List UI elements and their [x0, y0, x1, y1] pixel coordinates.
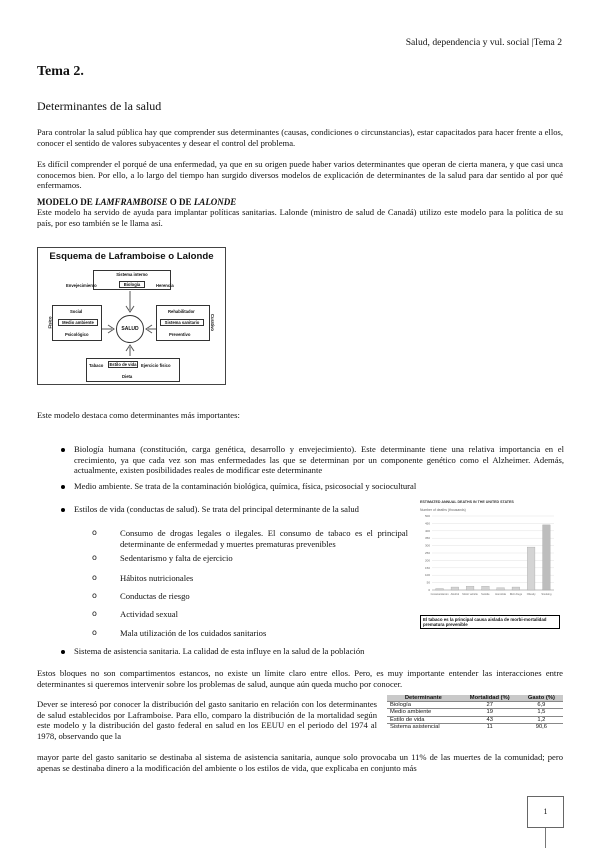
arrow-left [146, 325, 156, 333]
diagram-label-tobacco: Tabaco [89, 363, 104, 368]
diagram-label-exercise: Ejercicio físico [141, 363, 171, 368]
table-cell: 11 [460, 723, 520, 730]
table-cell: Biología [387, 702, 460, 709]
deaths-chart [420, 500, 560, 610]
table-cell: 43 [460, 716, 520, 723]
chart-title: ESTIMATED ANNUAL DEATHS IN THE UNITED STATES [420, 500, 514, 504]
chart-x-tick: Obesity [526, 593, 536, 596]
diagram-label-social: Social [70, 309, 83, 314]
paragraph-dever: Dever se interesó por conocer la distribución del gasto sanitario en relación con los determinantes de salud establecidos por Laframboise. Para ello, comparo la distribución de la mortalidad según este modelo y la distribución del gasto federal en salud en los EEUU en el periodo del 1974 al 1978, observando que la [37, 699, 377, 741]
diagram-label-rehab: Rehabilitador [168, 309, 195, 314]
table-cell: 90,6 [520, 723, 563, 730]
chart-x-tick: Homicide [495, 593, 507, 596]
sub-bullet-sexual: Actividad sexual [120, 609, 178, 619]
paragraph-models: Es difícil comprender el porqué de una enfermedad, ya que en su origen puede haber varios determinantes que operan de cierta manera, y que casi unca conocemos bien. Por ello, a lo largo del tiempo han surgido diversos modelos de explicación de determinantes de la salud para dar sentido al por qué enfermamos. [37, 159, 563, 191]
diagram-box-sanitary: Sistema sanitario [160, 319, 204, 326]
paragraph-intro: Para controlar la salud pública hay que comprender sus determinantes (causas, condiciones o circunstancias), estar capacitados para hacer frente a ellos, conocer el sentido de valores subyacentes y desear el control del problema. [37, 127, 563, 148]
sub-bullet-marker: o [92, 553, 97, 562]
section-heading-mid: O DE [167, 197, 194, 207]
chart-x-tick: Alcohol [450, 593, 460, 596]
chart-y-tick: 200 [424, 558, 430, 563]
sub-bullet-marker: o [92, 591, 97, 600]
sub-bullet-marker: o [92, 609, 97, 618]
bullet-lifestyle: Estilos de vida (conductas de salud). Se trata del principal determinante de la salud [74, 504, 359, 514]
sub-bullet-nutrition: Hábitos nutricionales [120, 573, 194, 583]
diagram-label-curative: Curativo [210, 314, 215, 331]
chart-bar [436, 589, 444, 590]
bullet-healthcare: Sistema de asistencia sanitaria. La calidad de esta influye en la salud de la población [74, 646, 365, 656]
bullet-dot [61, 448, 65, 452]
sub-bullet-sedentary: Sedentarismo y falta de ejercicio [120, 553, 233, 563]
sub-bullet-marker: o [92, 628, 97, 637]
diagram-health-circle: SALUD [116, 315, 144, 343]
arrow-right [102, 325, 114, 333]
page-number: 1 [527, 796, 564, 828]
chart-plot [420, 512, 560, 607]
table-row [387, 702, 563, 709]
paragraph-spending: mayor parte del gasto sanitario se destinaba al sistema de asistencia sanitaria, aunque solo provocaba un 11% de las muertes de la comunidad; pero apenas se destinaba dinero a la modificación del ambiente o los estilos de vida, que explicaba en conjunto más [37, 752, 563, 773]
table-cell: Estilo de vida [387, 716, 460, 723]
diagram-title: Esquema de Laframboise o Lalonde [49, 251, 214, 262]
table-cell: 27 [460, 702, 520, 709]
chart-y-tick: 150 [424, 565, 430, 570]
diagram-label-internal: Sistema interno [116, 272, 148, 277]
table-row [387, 716, 563, 723]
chart-y-tick: 400 [424, 528, 430, 533]
running-header: Salud, dependencia y vul. social |Tema 2 [405, 37, 562, 48]
table-cell: 6,9 [520, 702, 563, 709]
table-cell: Medio ambiente [387, 709, 460, 716]
table-cell: 1,5 [520, 709, 563, 716]
table-header: Determinante [387, 695, 460, 702]
chart-y-tick: 500 [424, 514, 430, 518]
diagram-arrows [38, 248, 227, 386]
bullet-biology: Biología humana (constitución, carga genética, desarrollo y envejecimiento). Este determinante tiene una relativa importancia en el crecimiento, ya que cada vez son mas enfermedades las que se determinan por un componente genético como el Alzheimer. Además, actualmente, existen posibilidades reales de modificar este determinante [74, 444, 564, 476]
table-header: Gasto (%) [520, 695, 563, 702]
chart-bar [497, 588, 505, 590]
section-heading-em1: LAMFRAMBOISE [95, 197, 168, 207]
sub-bullet-care: Mala utilización de los cuidados sanitarios [120, 628, 267, 638]
sub-bullet-risk: Conductas de riesgo [120, 591, 190, 601]
chart-y-tick: 350 [424, 536, 430, 541]
section-subtitle: Determinantes de la salud [37, 99, 162, 113]
paragraph-lalonde: Este modelo ha servido de ayuda para implantar políticas sanitarias. Lalonde (ministro de salud de Canadá) utilizo este modelo para la política de su país, por eso también se le llama así. [37, 207, 563, 228]
page-number-line [545, 828, 546, 848]
chart-y-tick: 50 [426, 580, 430, 585]
diagram-box-environment: Medio ambiente [58, 319, 98, 326]
diagram-label-physical: Físico [47, 316, 53, 329]
section-heading [37, 197, 236, 207]
chart-bar [527, 547, 535, 590]
table-cell: 19 [460, 709, 520, 716]
bullet-dot [61, 508, 65, 512]
arrow-down [126, 291, 134, 312]
bullet-dot [61, 485, 65, 489]
chart-y-tick: 250 [424, 551, 430, 555]
diagram-label-heredity: Herencia [156, 283, 174, 288]
table-header: Mortalidad (%) [460, 695, 520, 702]
mortality-spending-table [387, 695, 563, 730]
chart-y-tick: 100 [424, 573, 430, 578]
sub-bullet-drugs: Consumo de drogas legales o ilegales. El consumo de tabaco es el principal determinante de enfermedad y muertes prematuras prevenibles [120, 528, 408, 549]
chart-caption: El tabaco es la principal causa aislada de morbi-mortalidad prematura prevenible [420, 615, 560, 629]
arrow-up [126, 345, 134, 356]
diagram-label-preventive: Preventivo [169, 332, 191, 337]
chart-x-tick: Illicit drugs [509, 593, 523, 596]
paragraph-determinants: Este modelo destaca como determinantes más importantes: [37, 410, 240, 420]
chart-y-tick: 0 [428, 588, 430, 592]
paragraph-interactions: Estos bloques no son compartimentos estancos, no existe un límite claro entre ellos. Pero, es muy importante entender las interacciones entre determinantes si queremos intervenir sobre los problemas de salud, aunque aún queda mucho por conocer. [37, 668, 563, 689]
chart-x-tick: Suicide [481, 593, 490, 596]
chart-y-tick: 450 [424, 521, 430, 526]
chart-subtitle: Number of deaths (thousands) [420, 508, 466, 512]
diagram-label-diet: Dieta [122, 374, 133, 379]
bullet-dot [61, 650, 65, 654]
sub-bullet-marker: o [92, 528, 97, 537]
chart-bar [451, 587, 459, 590]
page-title: Tema 2. [37, 64, 84, 79]
bullet-environment: Medio ambiente. Se trata de la contaminación biológica, química, física, psicosocial y sociocultural [74, 481, 417, 491]
chart-bar [466, 586, 474, 590]
table-cell: Sistema asistencial [387, 723, 460, 730]
diagram-label-psychological: Psicológico [65, 332, 89, 337]
laframboise-diagram [37, 247, 226, 385]
table-cell: 1,2 [520, 716, 563, 723]
sub-bullet-marker: o [92, 573, 97, 582]
chart-x-tick: Cocaine/Heroin [430, 593, 449, 596]
chart-bar [543, 525, 551, 590]
chart-bar [512, 587, 520, 590]
table-header-row [387, 695, 563, 702]
diagram-box-lifestyle: Estilo de vida [109, 362, 137, 367]
section-heading-prefix: MODELO DE [37, 197, 96, 207]
chart-x-tick: Motor vehicle [462, 593, 478, 596]
table-row [387, 709, 563, 716]
section-heading-em2: LALONDE [193, 197, 237, 207]
chart-y-tick: 300 [424, 543, 430, 548]
diagram-box-biology: Biología [119, 281, 145, 288]
diagram-label-aging: Envejecimiento [66, 283, 97, 288]
chart-x-tick: Smoking [541, 593, 552, 596]
chart-bar [482, 586, 490, 590]
table-row [387, 723, 563, 730]
